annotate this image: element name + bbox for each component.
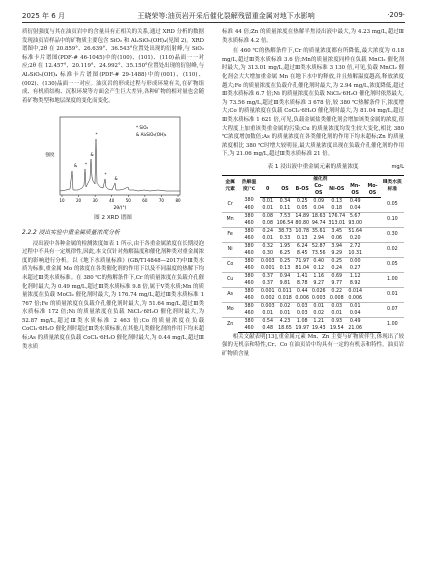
cell-value: 1.16 <box>310 272 327 280</box>
cell-value: 0.08 <box>262 220 274 226</box>
cell-value: 0.69 <box>327 272 346 280</box>
cell-temp: 380 <box>238 317 260 325</box>
cell-value: 6.25 <box>279 250 291 256</box>
cell-temp: 380 <box>238 242 260 250</box>
cell-value: 0.93 <box>327 317 346 325</box>
cell-value: 0.01 <box>262 205 274 211</box>
x-axis-label: 2θ/(°) <box>113 206 127 212</box>
cell-temp: 460 <box>244 250 254 256</box>
cell-value: 0.44 <box>294 287 310 295</box>
cell-value: 0.11 <box>279 205 291 211</box>
cell-temp: 460 <box>244 235 254 241</box>
cell-value: 14.89 <box>295 213 310 219</box>
table-row <box>222 257 404 265</box>
cell-value: 73.56 <box>311 250 326 256</box>
peak-marker-mixed: & <box>90 152 94 158</box>
cell-value <box>364 280 381 288</box>
table-row <box>222 212 404 220</box>
header-catalyst-col: Mn-OS <box>346 183 364 198</box>
cell-metal: Mo <box>222 302 238 317</box>
cell-value <box>364 287 381 295</box>
cell-value: 0.48 <box>260 325 276 333</box>
cell-metal: Mn <box>222 212 238 227</box>
cell-value: 0.01 <box>346 302 364 310</box>
cell-value: 0.01 <box>331 310 343 316</box>
header-metal: 金属元素 <box>222 175 238 197</box>
peak-marker-sio2-3: * <box>104 172 107 178</box>
peak-marker-al: & <box>114 176 118 182</box>
cell-value: 0.25 <box>327 257 346 265</box>
cell-standard: 1.00 <box>381 272 404 287</box>
cell-value: 1.08 <box>294 317 310 325</box>
table-title-text: 表 1 浸出液中重金属元素的质量浓度 <box>267 163 359 170</box>
cell-temp: 380 <box>238 287 260 295</box>
cell-value: 0.03 <box>327 302 346 310</box>
concentration-table <box>222 175 404 333</box>
page-number: ·209· <box>387 11 405 19</box>
cell-standard: 0.02 <box>381 242 404 257</box>
cell-value: 1.41 <box>294 272 310 280</box>
paragraph-literature: 相关文献表明[13],重金属元素 Mn、Zn 主要与矿物质伴生,体现出了较强的无机亲和特性,Cr、Co 在油页岩中均具有一定的有机亲和特性。油页岩矿物质含量 <box>222 333 404 357</box>
table-body <box>222 197 404 332</box>
x-ticks <box>59 195 181 203</box>
cell-value: 1.95 <box>276 242 295 250</box>
table-row <box>222 242 404 250</box>
cell-value <box>364 220 381 228</box>
cell-temp: 380 <box>238 257 260 265</box>
header-catalyst-col: 0 <box>260 183 276 198</box>
cell-value: 2.72 <box>346 242 364 250</box>
running-title: 王晓荣等:油页岩开采后催化裂解残留重金属对地下水影响 <box>137 12 315 20</box>
table-row <box>222 197 404 205</box>
cell-value: 5.67 <box>346 212 364 220</box>
cell-value: 0.01 <box>262 198 274 204</box>
cell-value: 0.13 <box>296 235 308 241</box>
cell-value: 8.45 <box>296 250 308 256</box>
cell-temp: 460 <box>244 205 254 211</box>
cell-value: 106.54 <box>276 220 294 226</box>
cell-value: 0.01 <box>262 310 274 316</box>
cell-temp: 380 <box>238 212 260 220</box>
legend-sio2: * SiO₂ <box>136 125 149 131</box>
x-tick-label: 20 <box>76 198 82 204</box>
cell-value <box>364 310 381 318</box>
cell-value <box>364 235 381 243</box>
cell-value: 38.73 <box>276 227 295 235</box>
cell-value: 0.06 <box>331 235 343 241</box>
cell-temp: 380 <box>238 272 260 280</box>
header-standard: Ⅲ类水质标准 <box>381 175 404 197</box>
x-tick-label: 80 <box>175 198 181 204</box>
cell-temp: 460 <box>244 310 254 316</box>
cell-value: 0.37 <box>262 280 274 286</box>
cell-standard: 0.07 <box>381 302 404 317</box>
cell-standard: 0.01 <box>381 287 404 302</box>
table-row <box>222 325 404 333</box>
cell-value: 1.21 <box>310 317 327 325</box>
cell-metal: Cu <box>222 272 238 287</box>
cell-value: 21.06 <box>346 325 364 333</box>
cell-value: 10.78 <box>295 228 310 234</box>
cell-value <box>364 265 381 273</box>
cell-value: 0.18 <box>331 205 343 211</box>
cell-value: 8.78 <box>296 280 308 286</box>
cell-value <box>364 272 381 280</box>
cell-value: 0.03 <box>294 302 310 310</box>
x-tick-label: 40 <box>109 198 115 204</box>
cell-value: 0.003 <box>260 258 275 264</box>
cell-value: 7.53 <box>276 212 295 220</box>
cell-value <box>364 302 381 310</box>
table-row <box>222 235 404 243</box>
cell-value: 19.97 <box>295 325 310 331</box>
cell-value: 0.27 <box>349 265 361 271</box>
cell-value <box>364 257 381 265</box>
cell-value: 0.32 <box>260 242 276 250</box>
paragraph-continued: 标准 44 倍;Zn 的质量浓度在热解半焦浸出液中最大,为 4.23 mg/L,超过Ⅲ类水质标准 4.2 倍。 <box>222 29 404 44</box>
cell-value: 0.026 <box>311 288 326 294</box>
cell-standard: 0.05 <box>387 201 398 207</box>
left-column <box>22 28 204 353</box>
table-row <box>222 302 404 310</box>
header-rule <box>22 22 405 23</box>
cell-value: 0.22 <box>327 287 346 295</box>
cell-value: 0.04 <box>349 310 361 316</box>
cell-temp: 460 <box>238 325 260 333</box>
cell-temp: 460 <box>244 295 254 301</box>
cell-value: 0.25 <box>276 257 295 265</box>
cell-value: 0.03 <box>296 310 308 316</box>
cell-temp: 460 <box>244 265 254 271</box>
cell-value: 0.00 <box>346 257 364 265</box>
cell-value <box>364 227 381 235</box>
cell-value: 0.008 <box>329 295 344 301</box>
cell-value: 0.34 <box>279 198 291 204</box>
header-catalyst-col: Ni-OS <box>327 183 346 198</box>
x-tick-label: 10 <box>59 198 65 204</box>
right-column <box>222 28 404 360</box>
header-catalyst-col: OS <box>276 183 295 198</box>
cell-value: 9.29 <box>331 250 343 256</box>
header-catalyst-col: B-OS <box>294 183 310 198</box>
cell-metal: Ni <box>222 242 238 257</box>
table-row <box>222 317 404 325</box>
table-row <box>222 287 404 295</box>
cell-value: 0.014 <box>346 287 364 295</box>
cell-value: 18.63 <box>311 213 326 219</box>
cell-value: 0.02 <box>313 310 325 316</box>
cell-value: 313.01 <box>328 220 346 226</box>
cell-standard: 0.10 <box>381 212 404 227</box>
cell-value: 0.01 <box>310 302 327 310</box>
cell-temp: 380 <box>238 227 260 235</box>
cell-value: 1.12 <box>346 272 364 280</box>
journal-date: 2025 年 6 月 <box>22 12 65 20</box>
cell-value: 0.018 <box>278 295 292 301</box>
cell-value <box>364 317 381 325</box>
cell-value: 0.24 <box>331 265 343 271</box>
cell-value: 0.13 <box>331 198 343 204</box>
x-tick-label: 70 <box>158 198 164 204</box>
cell-value: 0.12 <box>313 265 325 271</box>
cell-metal: Co <box>222 257 238 272</box>
cell-value: 3.45 <box>327 227 346 235</box>
cell-value: 0.33 <box>279 235 291 241</box>
table-row <box>222 227 404 235</box>
cell-standard: 1.00 <box>381 317 404 332</box>
cell-value: 9.27 <box>313 280 325 286</box>
cell-value: 0.04 <box>313 205 325 211</box>
cell-value: 0.011 <box>276 287 295 295</box>
cell-value: 71.97 <box>295 258 310 264</box>
table-unit: mg/L <box>391 163 404 170</box>
cell-value <box>364 295 381 303</box>
x-tick-label: 30 <box>92 198 98 204</box>
cell-value: 0.30 <box>262 250 274 256</box>
cell-value: 10.31 <box>348 250 363 256</box>
cell-value: 0.003 <box>311 295 326 301</box>
peak-marker-sio2-1: * <box>85 162 87 168</box>
paragraph-460: 在 460 ℃的热解条件下,Cr 的质量浓度都有所降低,最大浓度为 0.18 mg/L,超过Ⅲ类水质标准 3.6 倍;Mn的质量浓度同样在负载 MnCl₂ 催化剂时最大,为 313.01 mg/L,超过Ⅲ类水质标准 3 130 倍,可见,负载 MnCl₂ 催化剂会大大增加重金属 Mn 在地下水中的释放,并且热解温度越高,释放浓度越大;Fe 的质量浓度在负载介孔催化剂时最大,为 2.94 mg/L,浓度降低,超过Ⅲ类水质标准 6.7 倍;Ni 的质量浓度在负载 NiCl₂·6H₂O 催化剂时依然最大,为 73.56 mg/L,超过Ⅲ类水质标准 3 678 倍,较 380 ℃热解条件下,浓度增大;Co 的质量浓度在负载 CoCl₂·6H₂O 催化剂时最大,为 81.04 mg/L,超过Ⅲ类水质标准 1 621 倍,可见,负载金属盐类催化剂会增加该类金属的浓度,很大程度上加重该类重金属的污染;Cu 的质量浓度均发生较大变化,相比 380 ℃浓度增加数倍;As 的质量浓度在各类催化剂的作用下均未超标;Zn 的质量浓度相比 380 ℃时增大较明显,最大质量浓度出现在负载介孔催化剂的作用下,为 21.06 mg/L,超过Ⅲ类水质标准 21 倍。 <box>222 48 404 158</box>
cell-value: 51.64 <box>346 227 364 235</box>
cell-temp: 460 <box>244 220 254 226</box>
cell-temp: 380 <box>244 198 254 204</box>
cell-value: 81.04 <box>295 265 310 271</box>
cell-value: 8.92 <box>349 280 361 286</box>
table-row <box>222 205 404 213</box>
cell-standard: 0.30 <box>381 227 404 242</box>
cell-metal: Cr <box>227 201 233 207</box>
cell-value: 19.54 <box>327 325 346 333</box>
cell-metal: Fe <box>222 227 238 242</box>
cell-value: 176.74 <box>328 213 346 219</box>
paragraph-xrd: 质衍射强度与其在油页岩中的含量具有正相关的关系,通过 XRD 分析的数据发现油页岩样品中的矿物质主要包含 SiO₂ 和 Al₂SiO₅(OH)₄(见图 2)。XRD 谱图中,2θ 在 20.859°、26.639°、36.543°位置处出现的衍射峰,与 SiO₂ 标准卡片谱图(PDF-# 46-1045)中的(100)、(101)、(110)晶面一一对应;2θ 在 12.457°、20.119°、24.992°、35.150°位置处出现的衍射峰,与 Al₂SiO₅(OH)₄ 标准卡片谱图(PDF-# 29-1488)中的(001)、(110)、(002)、(130)晶面一一对应。油页岩的形成过程与形成环境有关,在矿物组成、有机质结构、沉积环境等方面会产生巨大差异,各种矿物的相对量也会随着矿物类型和地层深度的变化而变化。 <box>22 29 204 104</box>
cell-value: 0.49 <box>346 317 364 325</box>
paragraph-leaching: 浸出液中各种金属的检测浓度如表 1 所示,由于各重金属浓度在长期浸泡过程中不具有一定规律性,因此,本文仅针对热解温度和催化剂种类对重金属浓度的影响进行分析。以《地下水质量标准》(GB/T14848—2017)中Ⅲ类水质为标准,重金属 Mo 的浓度在各类催化剂的作用下以及不同温度的热解下均未超过Ⅲ类水质标准。在 380 ℃的热解条件下,Cr 的质量浓度在负载介孔催化剂时最大,为 0.49 mg/L,超过Ⅲ类水质标准 9.8 倍,属于Ⅴ类水质;Mn 的质量浓度在负载 MoCl₂ 催化剂时最大,为 176.74 mg/L,超过Ⅲ类水质标准 1 767 倍;Fe 的质量浓度在负载介孔催化剂时最大,为 51.64 mg/L,超过Ⅲ类水质标准 172 倍;Ni 的质量浓度在负载 NiCl₂·6H₂O 催化剂时最大,为 52.87 mg/L,超过Ⅲ类水质标准 2 463 倍;Co 的质量浓度在负载 CoCl₂·6H₂O 催化剂时超过Ⅲ类水质标准,在其他几类催化剂的作用下均未超标;As 的质量浓度在负载 CoCl₂·6H₂O 催化剂时最大,为 0.44 mg/L,超过Ⅲ类水质 <box>22 240 204 350</box>
cell-value: 0.20 <box>349 235 361 241</box>
cell-value <box>364 242 381 250</box>
x-tick-label: 60 <box>142 198 148 204</box>
cell-value <box>364 325 381 333</box>
cell-value: 18.65 <box>276 325 295 333</box>
y-axis-label: 强度 <box>45 153 55 159</box>
table-title <box>222 163 404 172</box>
cell-value <box>364 250 381 258</box>
cell-value: 0.02 <box>276 302 295 310</box>
peak-marker-sio2-2: * <box>95 132 98 138</box>
cell-value: 0.09 <box>313 198 325 204</box>
cell-value: 0.13 <box>279 265 291 271</box>
header-temp: 热解温度/℃ <box>238 175 260 197</box>
header-catalyst: 催化剂 <box>260 175 381 183</box>
table-row <box>222 220 404 228</box>
xrd-chart <box>38 111 188 211</box>
cell-value: 0.006 <box>295 295 310 301</box>
cell-value: 0.001 <box>260 265 275 271</box>
cell-standard: 0.05 <box>381 257 404 272</box>
cell-value: 94.74 <box>311 220 326 226</box>
cell-temp: 380 <box>238 302 260 310</box>
cell-value: 3.94 <box>327 242 346 250</box>
cell-value: 0.49 <box>349 198 361 204</box>
cell-value: 0.01 <box>279 310 291 316</box>
cell-value: 0.37 <box>260 272 276 280</box>
header-catalyst-col: Mo-OS <box>364 183 381 198</box>
cell-value <box>364 197 381 205</box>
cell-value: 19.43 <box>311 325 326 331</box>
cell-value: 0.40 <box>310 257 327 265</box>
cell-value: 80.80 <box>295 220 310 226</box>
cell-value: 9.81 <box>279 280 291 286</box>
cell-value: 0.002 <box>260 295 275 301</box>
section-heading: 2.2.2 浸出实验中重金属质量浓度分析 <box>22 229 120 236</box>
page-header <box>22 11 405 21</box>
cell-value: 0.006 <box>348 295 363 301</box>
cell-value <box>364 212 381 220</box>
figure-caption: 图 2 XRD 谱图 <box>94 215 132 222</box>
cell-value: 0.24 <box>260 227 276 235</box>
table-row <box>222 280 404 288</box>
x-tick-label: 50 <box>125 198 131 204</box>
plot-frame <box>60 117 180 195</box>
peak-marker-so2: & <box>74 163 78 169</box>
legend-al: & Al₂SiO₅(OH)₄ <box>136 132 167 138</box>
cell-value: 0.94 <box>276 272 295 280</box>
cell-metal: Zn <box>222 317 238 332</box>
cell-value: 93.00 <box>348 220 363 226</box>
table-row <box>222 272 404 280</box>
table-row <box>222 295 404 303</box>
cell-value: 0.04 <box>349 205 361 211</box>
header-catalyst-col: Co-OS <box>310 183 327 198</box>
cell-value: 0.003 <box>260 303 275 309</box>
cell-value: 0.01 <box>262 235 274 241</box>
xrd-figure <box>22 111 204 211</box>
cell-value <box>364 205 381 213</box>
cell-value: 0.25 <box>296 198 308 204</box>
cell-temp: 460 <box>244 280 254 286</box>
xrd-pattern-line <box>60 139 180 191</box>
cell-value: 2.94 <box>313 235 325 241</box>
cell-value: 4.23 <box>276 317 295 325</box>
cell-value: 0.001 <box>260 288 275 294</box>
cell-value: 52.87 <box>311 243 326 249</box>
cell-value: 9.77 <box>331 280 343 286</box>
table-row <box>222 310 404 318</box>
cell-value: 35.61 <box>311 228 326 234</box>
table-row <box>222 250 404 258</box>
cell-value: 0.05 <box>296 205 308 211</box>
table-row <box>222 265 404 273</box>
cell-value: 6.24 <box>294 242 310 250</box>
cell-metal: As <box>222 287 238 302</box>
cell-value: 0.08 <box>260 212 276 220</box>
cell-value: 0.54 <box>260 317 276 325</box>
